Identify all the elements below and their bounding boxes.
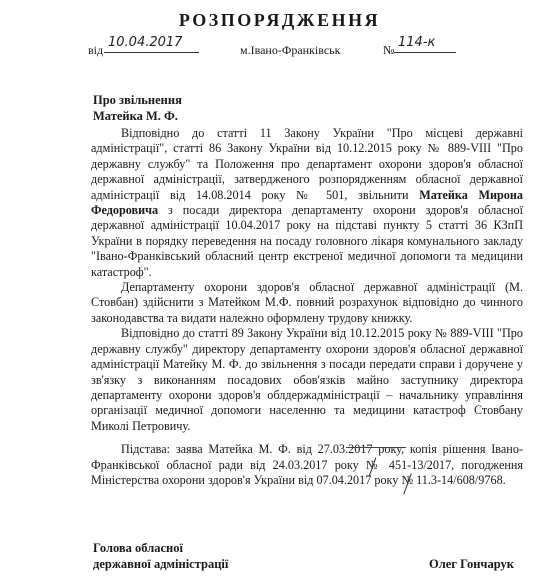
signatory-position-line-1: Голова обласної (93, 541, 183, 555)
number-prefix: № (383, 43, 395, 57)
paragraph-1 (91, 126, 523, 280)
date-prefix: від (88, 43, 104, 57)
date-underline (104, 51, 199, 53)
paragraph-3: Відповідно до статті 89 Закону України від 10.12.2015 року № 889-VIII "Про державну службу" директору департаменту охорони здоров'я обласної державної адміністрації Матейку М. Ф. до звільнення з посади передати справи і доручене у зв'язку з виконанням посадових обов'язків майно заступнику директора департаменту охорони здоров'я облдержадміністрації – начальнику управління організації медичної допомоги населенню та медицини катастроф Стовбану Миколі Петровичу. (91, 326, 523, 433)
city: м.Івано-Франківськ (240, 43, 341, 57)
paragraph-1-start: Відповідно до статті 11 Закону України "Про місцеві державні адміністрації", статті 86 Закону України від 10.12.2015 року № 889-VIII "Про державну службу" та Положення про департамент охорони здоров'я обласної державної адміністрації, затвердженого розпорядженням обласної державної адміністрації від 14.08.2014 року № 501, звільнити (91, 126, 523, 202)
strike-mark (346, 447, 406, 448)
signatory-name: Олег Гончарук (429, 557, 514, 571)
document-body (91, 126, 523, 488)
paragraph-1-end: з посади директора департаменту охорони здоров'я обласної державної адміністрації 10.04.2017 року на підставі пункту 5 статті 36 КЗпП України в порядку переведення на посаду головного лікаря комунального закладу "Івано-Франківський обласний центр екстреної медичної допомоги та медицини катастроф". (91, 203, 523, 279)
paragraph-basis: Підстава: заява Матейка М. Ф. від 27.03.2017 року, копія рішення Івано-Франківської обласної ради від 24.03.2017 року № 451-13/2017, погодження Міністерства охорони здоров'я України від 07.04.2017 року № 11.3-14/608/9768. (91, 442, 523, 487)
number-underline (394, 51, 456, 53)
document-number: 114-к (398, 35, 436, 50)
subject (93, 92, 182, 124)
signatory-position-line-2: державної адміністрації (93, 557, 229, 571)
document-date: 10.04.2017 (108, 35, 183, 50)
paragraph-2: Департаменту охорони здоров'я обласної державної адміністрації (М. Стовбан) здійснити з Матейком М.Ф. повний розрахунок відповідно до чинного законодавства та видати належно оформлену трудову книжку. (91, 280, 523, 325)
document-title: РОЗПОРЯДЖЕННЯ (178, 10, 381, 30)
dismissed-person-name: Матейка Мирона Федоровича (91, 187, 523, 218)
subject-line-2: Матейка М. Ф. (93, 109, 178, 123)
subject-line-1: Про звільнення (93, 93, 182, 107)
